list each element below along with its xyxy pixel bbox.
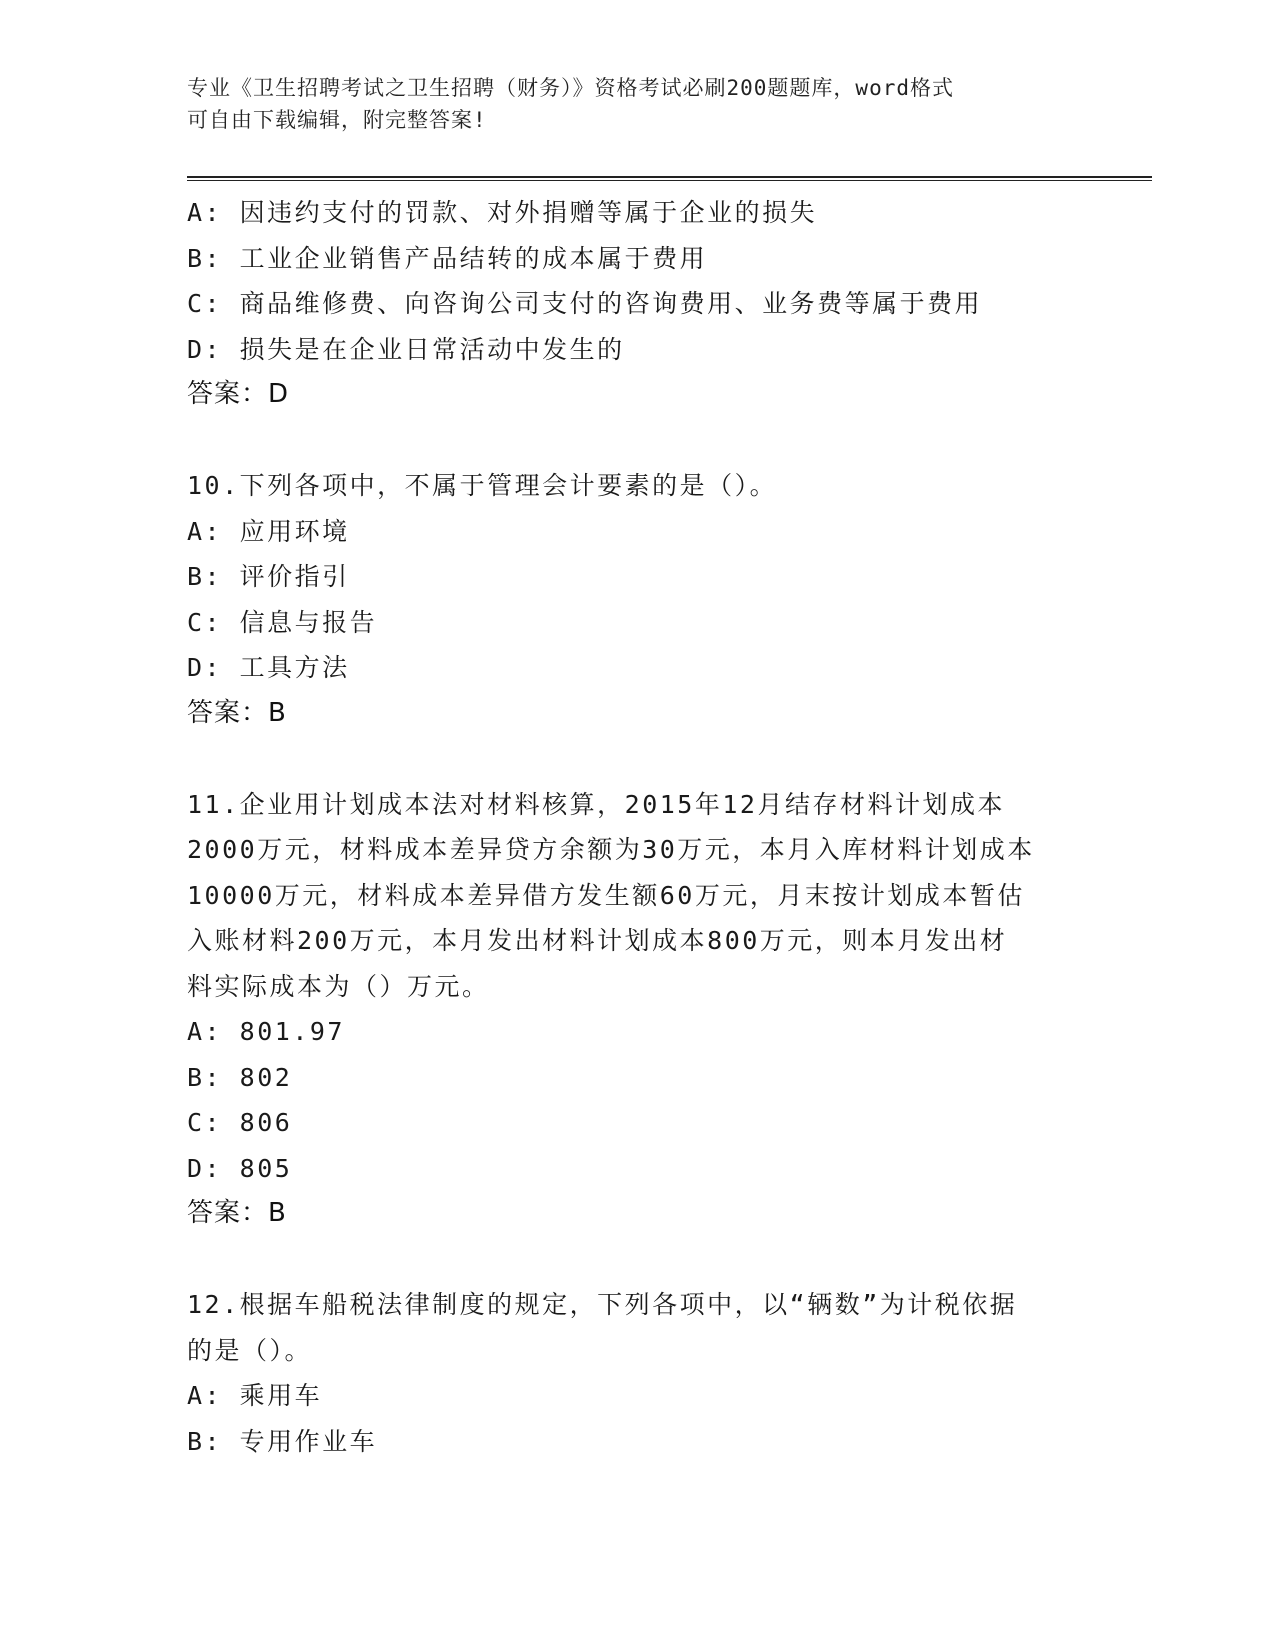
option-key: B: <box>187 562 223 591</box>
option-key: A: <box>187 198 223 227</box>
option-text: 805 <box>239 1153 293 1183</box>
option-c <box>187 281 1087 327</box>
option-d <box>187 327 1087 373</box>
option-b <box>187 554 1087 600</box>
question-content <box>187 190 1087 1464</box>
question-stem-line: 料实际成本为（）万元。 <box>187 971 490 1001</box>
option-text: 损失是在企业日常活动中发生的 <box>239 334 625 364</box>
option-key: A: <box>187 1381 223 1410</box>
header-title-line-2: 可自由下载编辑，附完整答案! <box>187 108 487 132</box>
option-key: C: <box>187 607 223 637</box>
answer-line: 答案：B <box>187 1198 287 1228</box>
option-key: D: <box>187 1153 223 1183</box>
question-stem-line: 11.企业用计划成本法对材料核算，2015年12月结存材料计划成本 <box>187 789 1005 819</box>
option-key: A: <box>187 516 223 546</box>
option-a <box>187 190 1087 236</box>
option-c <box>187 1100 1087 1146</box>
option-a <box>187 1009 1087 1055</box>
option-key: C: <box>187 289 223 318</box>
spacer <box>187 1237 1087 1283</box>
header-title-line-1: 专业《卫生招聘考试之卫生招聘（财务）》资格考试必刷200题题库，word格式 <box>187 76 954 100</box>
option-text: 802 <box>239 1062 293 1092</box>
option-d <box>187 645 1087 691</box>
option-b <box>187 1055 1087 1101</box>
option-key: D: <box>187 653 223 682</box>
question-stem-line: 入账材料200万元，本月发出材料计划成本800万元，则本月发出材 <box>187 926 1008 955</box>
spacer <box>187 736 1087 782</box>
option-a <box>187 1373 1087 1419</box>
option-key: A: <box>187 1017 223 1046</box>
spacer <box>187 418 1087 464</box>
option-text: 信息与报告 <box>239 607 378 637</box>
option-text: 因违约支付的罚款、对外捐赠等属于企业的损失 <box>239 198 818 227</box>
option-text: 工业企业销售产品结转的成本属于费用 <box>239 243 708 273</box>
option-text: 商品维修费、向咨询公司支付的咨询费用、业务费等属于费用 <box>239 289 983 318</box>
option-text: 806 <box>239 1108 293 1137</box>
option-key: B: <box>187 243 223 273</box>
question-stem-line: 10000万元，材料成本差异借方发生额60万元，月末按计划成本暂估 <box>187 880 1025 910</box>
option-text: 专用作业车 <box>239 1426 378 1456</box>
option-text: 应用环境 <box>239 516 350 546</box>
option-key: C: <box>187 1108 223 1137</box>
question-block-11 <box>187 782 1087 1237</box>
question-block-12 <box>187 1282 1087 1464</box>
header-divider <box>187 176 1152 181</box>
question-stem-line: 10.下列各项中，不属于管理会计要素的是（）。 <box>187 471 778 500</box>
option-b <box>187 1419 1087 1465</box>
option-key: B: <box>187 1062 223 1092</box>
answer-line: 答案：D <box>187 379 290 409</box>
option-d <box>187 1146 1087 1192</box>
question-block-10 <box>187 463 1087 736</box>
option-key: B: <box>187 1426 223 1456</box>
option-b <box>187 236 1087 282</box>
question-stem-line: 2000万元，材料成本差异贷方余额为30万元，本月入库材料计划成本 <box>187 835 1035 864</box>
option-c <box>187 600 1087 646</box>
option-key: D: <box>187 334 223 364</box>
option-text: 工具方法 <box>239 653 350 682</box>
option-text: 801.97 <box>239 1017 345 1046</box>
question-stem-line: 12.根据车船税法律制度的规定，下列各项中，以“辆数”为计税依据 <box>187 1290 1018 1319</box>
option-text: 评价指引 <box>239 562 350 591</box>
document-header <box>187 72 1067 136</box>
question-block-9 <box>187 190 1087 418</box>
option-a <box>187 509 1087 555</box>
question-stem-line: 的是（）。 <box>187 1335 313 1365</box>
answer-line: 答案：B <box>187 697 287 728</box>
option-text: 乘用车 <box>239 1381 323 1410</box>
